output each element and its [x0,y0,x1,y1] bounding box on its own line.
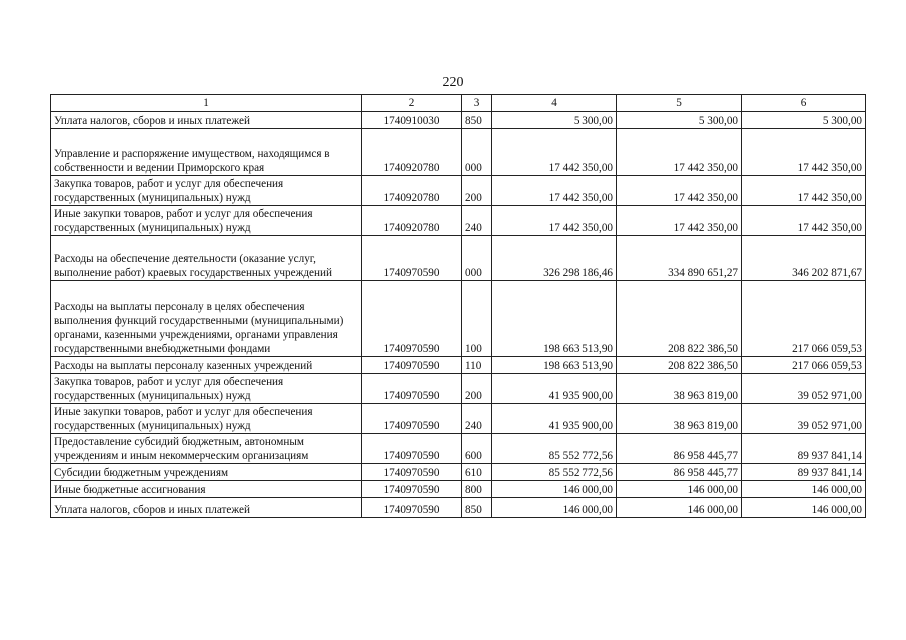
row-value-year2: 38 963 819,00 [617,374,742,404]
table-row [51,206,866,236]
row-name: Уплата налогов, сборов и иных платежей [51,112,362,129]
row-value-year3: 17 442 350,00 [742,206,866,236]
row-value-year2: 86 958 445,77 [617,464,742,481]
table-row [51,404,866,434]
row-expense-type: 610 [462,464,492,481]
table-row [51,357,866,374]
row-expense-type: 200 [462,374,492,404]
row-value-year1: 146 000,00 [492,481,617,498]
row-expense-type: 240 [462,206,492,236]
row-value-year3: 217 066 059,53 [742,357,866,374]
table-row [51,464,866,481]
row-expense-type: 000 [462,236,492,281]
row-value-year2: 17 442 350,00 [617,129,742,176]
row-value-year1: 85 552 772,56 [492,434,617,464]
row-value-year1: 17 442 350,00 [492,129,617,176]
row-name: Иные закупки товаров, работ и услуг для обеспечения государственных (муниципальных) нужд [51,404,362,434]
row-value-year3: 17 442 350,00 [742,176,866,206]
row-code: 1740970590 [362,464,462,481]
row-value-year2: 208 822 386,50 [617,281,742,357]
row-value-year3: 89 937 841,14 [742,434,866,464]
row-value-year2: 17 442 350,00 [617,176,742,206]
row-name: Субсидии бюджетным учреждениям [51,464,362,481]
budget-table [50,94,866,518]
column-header-5: 5 [617,95,742,112]
table-row [51,129,866,176]
row-value-year2: 38 963 819,00 [617,404,742,434]
row-expense-type: 850 [462,498,492,518]
row-expense-type: 800 [462,481,492,498]
row-value-year2: 146 000,00 [617,498,742,518]
column-header-4: 4 [492,95,617,112]
row-value-year1: 198 663 513,90 [492,281,617,357]
row-value-year1: 146 000,00 [492,498,617,518]
row-value-year1: 17 442 350,00 [492,176,617,206]
header-row [51,95,866,112]
row-expense-type: 110 [462,357,492,374]
row-code: 1740970590 [362,434,462,464]
table-row [51,434,866,464]
row-code: 1740970590 [362,481,462,498]
column-header-3: 3 [462,95,492,112]
row-value-year1: 41 935 900,00 [492,404,617,434]
row-value-year3: 146 000,00 [742,481,866,498]
row-value-year3: 39 052 971,00 [742,404,866,434]
row-expense-type: 850 [462,112,492,129]
row-name: Управление и распоряжение имуществом, находящимся в собственности и ведении Приморского края [51,129,362,176]
row-value-year3: 89 937 841,14 [742,464,866,481]
row-value-year3: 39 052 971,00 [742,374,866,404]
row-name: Иные бюджетные ассигнования [51,481,362,498]
row-value-year1: 85 552 772,56 [492,464,617,481]
row-name: Расходы на выплаты персоналу казенных учреждений [51,357,362,374]
row-code: 1740910030 [362,112,462,129]
page-number: 220 [442,75,464,90]
row-value-year2: 208 822 386,50 [617,357,742,374]
row-value-year1: 17 442 350,00 [492,206,617,236]
table-row [51,176,866,206]
row-value-year2: 86 958 445,77 [617,434,742,464]
row-name: Закупка товаров, работ и услуг для обеспечения государственных (муниципальных) нужд [51,374,362,404]
table-row [51,236,866,281]
row-expense-type: 240 [462,404,492,434]
row-value-year1: 198 663 513,90 [492,357,617,374]
row-code: 1740920780 [362,176,462,206]
row-name: Уплата налогов, сборов и иных платежей [51,498,362,518]
row-code: 1740970590 [362,498,462,518]
row-value-year3: 146 000,00 [742,498,866,518]
row-value-year1: 326 298 186,46 [492,236,617,281]
row-value-year3: 346 202 871,67 [742,236,866,281]
row-value-year2: 17 442 350,00 [617,206,742,236]
row-value-year2: 334 890 651,27 [617,236,742,281]
row-value-year3: 5 300,00 [742,112,866,129]
row-name: Иные закупки товаров, работ и услуг для обеспечения государственных (муниципальных) нужд [51,206,362,236]
row-code: 1740920780 [362,129,462,176]
row-value-year1: 41 935 900,00 [492,374,617,404]
row-expense-type: 000 [462,129,492,176]
row-expense-type: 200 [462,176,492,206]
table-row [51,374,866,404]
column-header-2: 2 [362,95,462,112]
row-code: 1740920780 [362,206,462,236]
column-header-1: 1 [51,95,362,112]
row-value-year3: 217 066 059,53 [742,281,866,357]
row-expense-type: 600 [462,434,492,464]
row-code: 1740970590 [362,357,462,374]
row-value-year3: 17 442 350,00 [742,129,866,176]
row-value-year2: 5 300,00 [617,112,742,129]
row-code: 1740970590 [362,236,462,281]
table-row [51,481,866,498]
row-name: Расходы на обеспечение деятельности (оказание услуг, выполнение работ) краевых государственных учреждений [51,236,362,281]
row-name: Предоставление субсидий бюджетным, автономным учреждениям и иным некоммерческим организациям [51,434,362,464]
row-name: Расходы на выплаты персоналу в целях обеспечения выполнения функций государственными (муниципальными) органами, казенными учреждениями, органами управления государственными внебюджетными фондами [51,281,362,357]
row-name: Закупка товаров, работ и услуг для обеспечения государственных (муниципальных) нужд [51,176,362,206]
row-code: 1740970590 [362,374,462,404]
row-value-year2: 146 000,00 [617,481,742,498]
row-code: 1740970590 [362,281,462,357]
row-code: 1740970590 [362,404,462,434]
table-row [51,281,866,357]
table-row [51,112,866,129]
row-expense-type: 100 [462,281,492,357]
table-row [51,498,866,518]
column-header-6: 6 [742,95,866,112]
row-value-year1: 5 300,00 [492,112,617,129]
